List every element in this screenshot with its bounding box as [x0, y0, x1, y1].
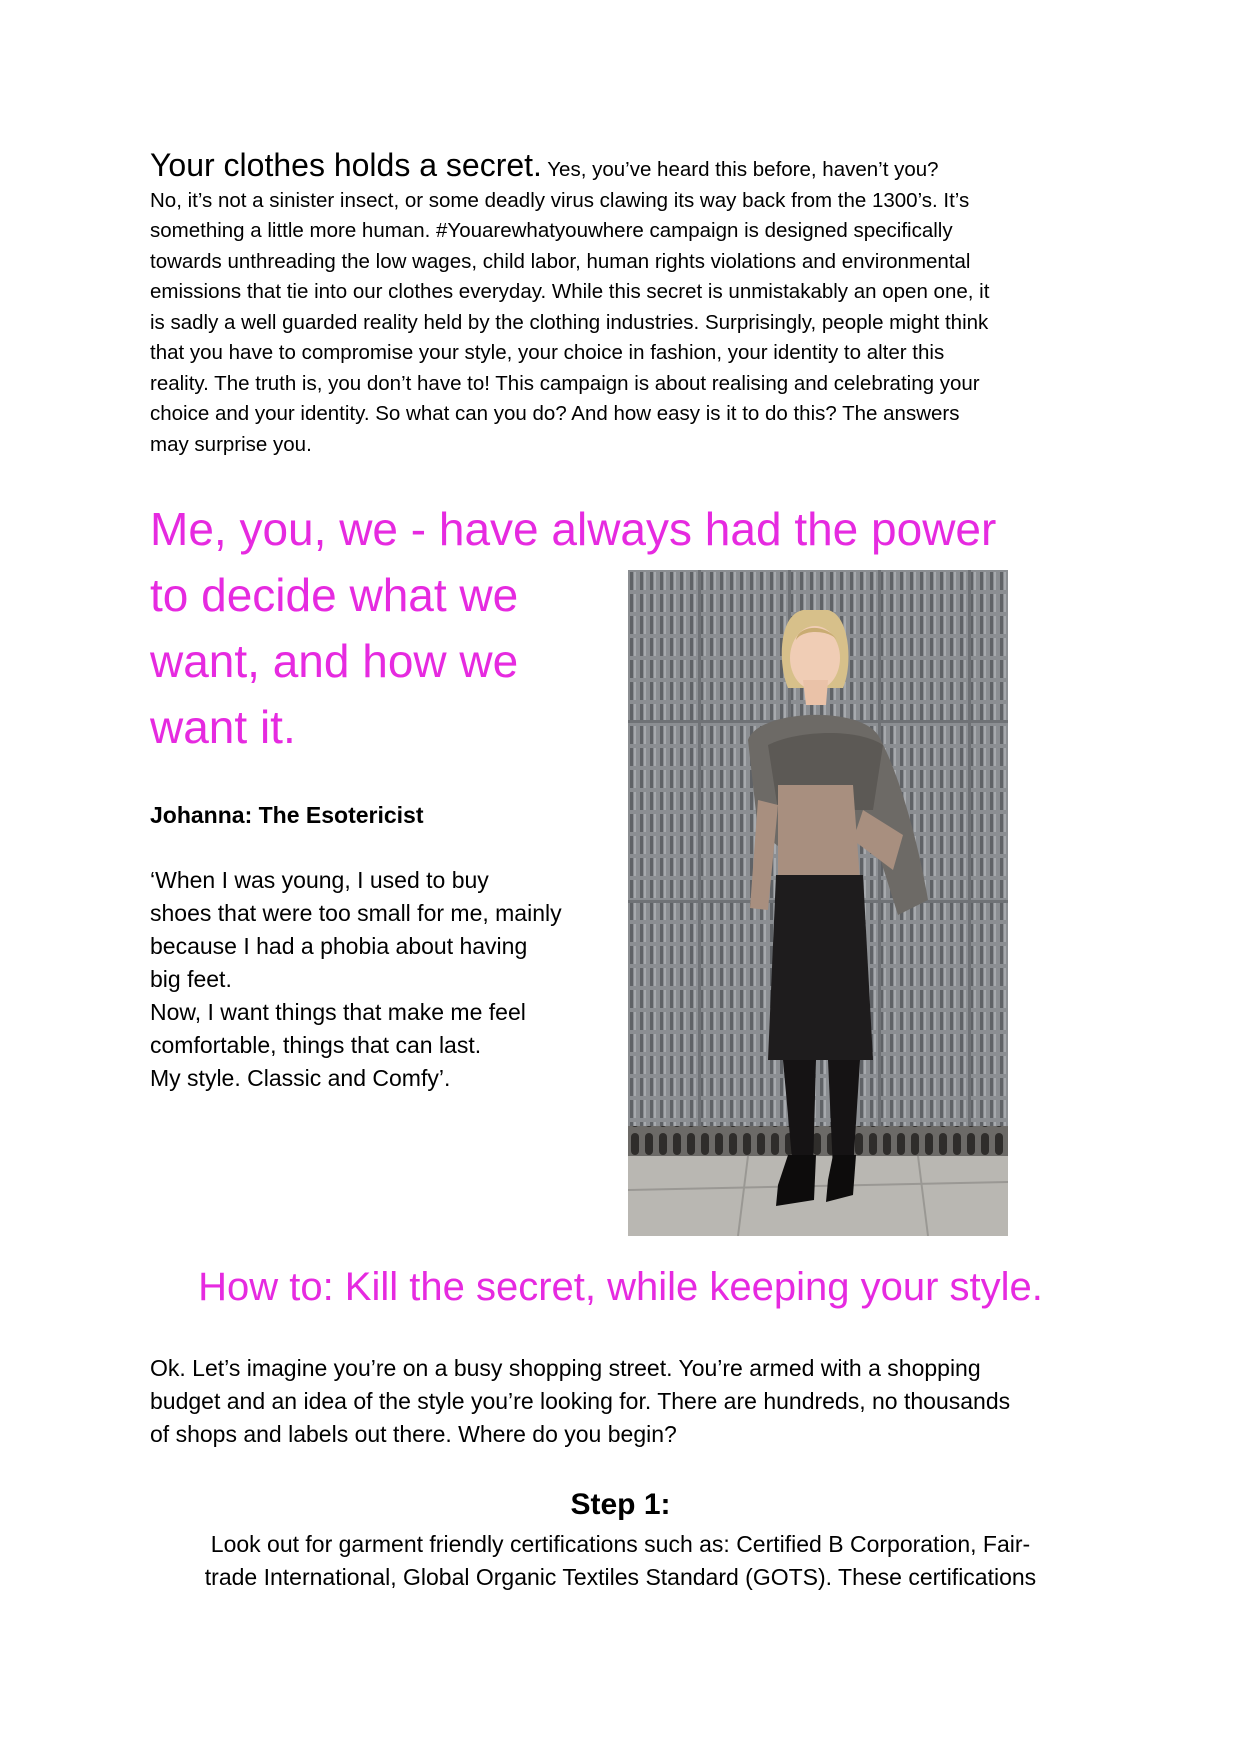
- howto-line: of shops and labels out there. Where do you begin?: [150, 1421, 677, 1447]
- intro-line: reality. The truth is, you don’t have to! This campaign is about realising and celebrating your: [150, 371, 980, 395]
- portrait-illustration: [628, 570, 1008, 1236]
- howto-line: budget and an idea of the style you’re looking for. There are hundreds, no thousands: [150, 1388, 1011, 1414]
- intro-line: that you have to compromise your style, your choice in fashion, your identity to alter this: [150, 341, 945, 364]
- intro-lead-rest: Yes, you’ve heard this before, haven’t you?: [541, 158, 939, 181]
- intro-line: is sadly a well guarded reality held by the clothing industries. Surprisingly, people might think: [150, 310, 989, 334]
- howto-paragraph: [150, 1352, 1110, 1451]
- intro-line: emissions that tie into our clothes everyday. While this secret is unmistakably an open one, it: [150, 280, 990, 303]
- intro-line: towards unthreading the low wages, child labor, human rights violations and environmental: [150, 249, 971, 273]
- intro-line: choice and your identity. So what can you do? And how easy is it to do this? The answers: [150, 402, 960, 425]
- step-1-heading: Step 1:: [570, 1488, 671, 1521]
- profile-name: Johanna: The Esotericist: [150, 802, 424, 828]
- quote-line: because I had a phobia about having: [150, 933, 528, 959]
- pull-quote-line: to decide what we: [150, 569, 519, 621]
- intro-lead: Your clothes holds a secret.: [150, 147, 542, 183]
- pull-quote-continued: [150, 562, 610, 760]
- quote-line: ‘When I was young, I used to buy: [150, 867, 489, 893]
- intro-paragraph: [150, 147, 1100, 460]
- quote-line: Now, I want things that make me feel: [150, 999, 526, 1025]
- portrait-photo: [628, 570, 1008, 1236]
- section-heading-howto: How to: Kill the secret, while keeping your style.: [198, 1265, 1043, 1309]
- quote-line: comfortable, things that can last.: [150, 1032, 482, 1058]
- intro-line: something a little more human. #Youarewhatyouwhere campaign is designed specifically: [150, 219, 953, 242]
- step-1-line: trade International, Global Organic Textiles Standard (GOTS). These certifications: [204, 1564, 1037, 1590]
- intro-line: may surprise you.: [150, 432, 312, 456]
- quote-line: big feet.: [150, 966, 232, 992]
- quote-line: shoes that were too small for me, mainly: [150, 900, 562, 926]
- pull-quote-line: Me, you, we - have always had the power: [150, 503, 997, 555]
- intro-line: No, it’s not a sinister insect, or some deadly virus clawing its way back from the 1300’s. It’s: [150, 188, 970, 212]
- profile-quote: [150, 864, 620, 1095]
- pull-quote-line: want, and how we: [150, 635, 519, 687]
- step-1-line: Look out for garment friendly certifications such as: Certified B Corporation, Fair-: [210, 1531, 1031, 1557]
- pull-quote-line: want it.: [150, 701, 296, 753]
- intro-first-line: [150, 147, 1100, 186]
- howto-line: Ok. Let’s imagine you’re on a busy shopping street. You’re armed with a shopping: [150, 1355, 981, 1381]
- quote-line: My style. Classic and Comfy’.: [150, 1065, 451, 1091]
- step-1-paragraph: [0, 1528, 1241, 1594]
